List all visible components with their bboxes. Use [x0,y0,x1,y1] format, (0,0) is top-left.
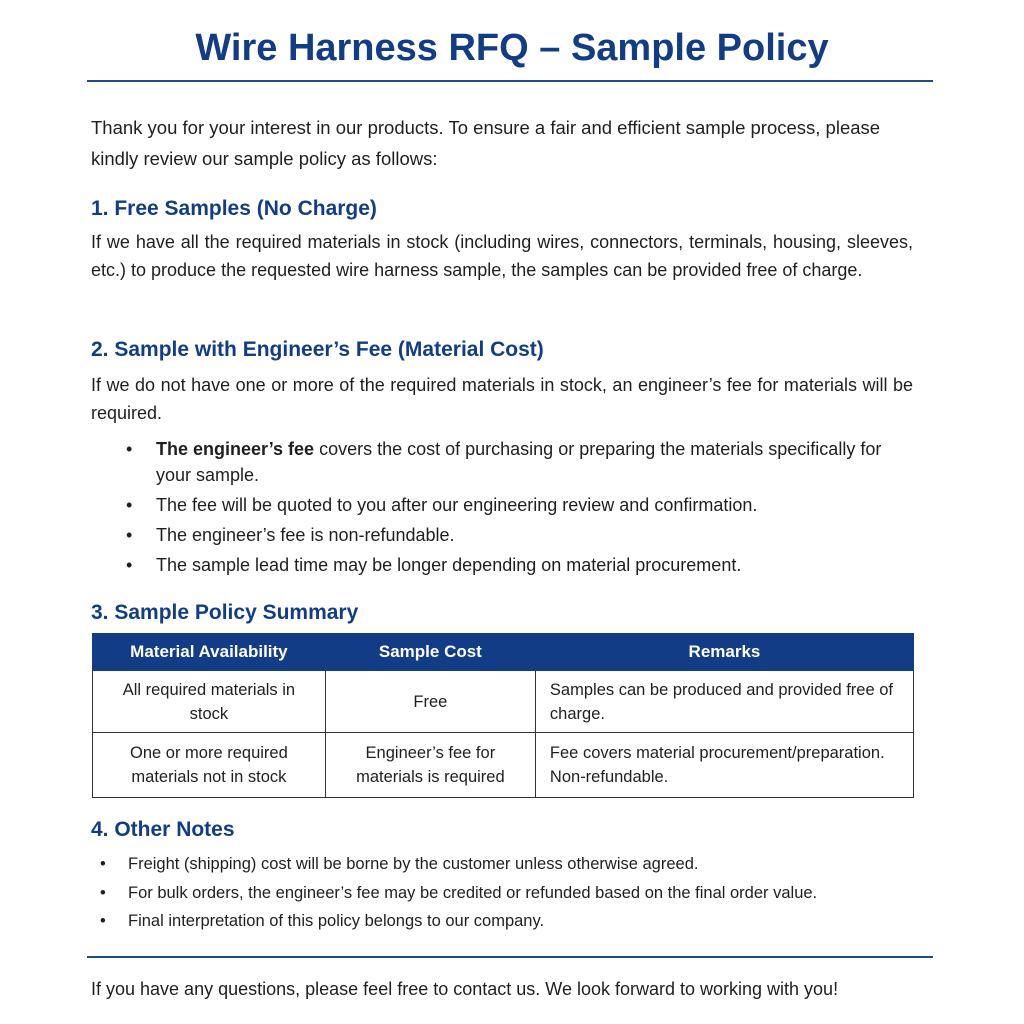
column-header-remarks: Remarks [535,634,913,671]
list-item-text: The engineer’s fee is non-refundable. [156,525,455,545]
table-header-row [93,634,914,671]
section-2-heading: 2. Sample with Engineer’s Fee (Material Cost) [91,338,544,361]
section-3-heading: 3. Sample Policy Summary [91,601,359,624]
bullet-icon: • [100,912,106,930]
section-4-heading: 4. Other Notes [91,818,235,841]
intro-paragraph: Thank you for your interest in our products. To ensure a fair and efficient sample process, please kindly review our sample policy as follows: [91,117,881,169]
column-header-sample-cost: Sample Cost [325,634,535,671]
table-cell: Free [325,671,535,733]
section-2-bullet-list [126,436,916,582]
bullet-icon: • [126,525,133,545]
other-notes-list [100,850,920,936]
bullet-icon: • [126,439,133,459]
footer-divider [87,956,933,958]
section-1-heading: 1. Free Samples (No Charge) [91,197,377,220]
list-item [126,522,916,548]
bullet-icon: • [126,495,133,515]
section-2-body: If we do not have one or more of the required materials in stock, an engineer’s fee for materials will be required. [91,375,913,423]
list-item [126,492,916,518]
list-item [100,850,920,879]
sample-policy-table [92,633,914,798]
table-cell: Fee covers material procurement/preparation. Non-refundable. [535,733,913,798]
title-divider [87,80,933,82]
list-item-text: covers the cost of purchasing or preparing the materials specifically for your sample. [156,439,882,485]
table-row [93,671,914,733]
list-item [126,436,916,488]
section-1-body: If we have all the required materials in stock (including wires, connectors, terminals, housing, sleeves, etc.) to produce the requested wire harness sample, the samples can be provided free of charge. [91,232,913,280]
table-cell: Engineer’s fee for materials is required [325,733,535,798]
list-item-text: For bulk orders, the engineer’s fee may be credited or refunded based on the final order value. [128,883,818,902]
bullet-icon: • [100,883,106,902]
bullet-icon: • [126,555,133,575]
page-title: Wire Harness RFQ – Sample Policy [195,27,829,69]
list-item-text: The sample lead time may be longer depending on material procurement. [156,555,742,575]
list-item [100,879,920,908]
table-cell: One or more required materials not in stock [93,733,326,798]
list-item-text: Freight (shipping) cost will be borne by the customer unless otherwise agreed. [128,855,699,873]
list-item-text: Final interpretation of this policy belongs to our company. [128,912,545,930]
closing-paragraph: If you have any questions, please feel free to contact us. We look forward to working with you! [91,979,839,999]
bullet-icon: • [100,855,106,873]
list-item-text: The fee will be quoted to you after our engineering review and confirmation. [156,495,758,515]
table-row [93,733,914,798]
table-cell: All required materials in stock [93,671,326,733]
list-item [100,907,920,936]
list-item [126,552,916,578]
table-cell: Samples can be produced and provided free of charge. [535,671,913,733]
column-header-material-availability: Material Availability [93,634,326,671]
list-item-bold: The engineer’s fee [156,439,315,459]
